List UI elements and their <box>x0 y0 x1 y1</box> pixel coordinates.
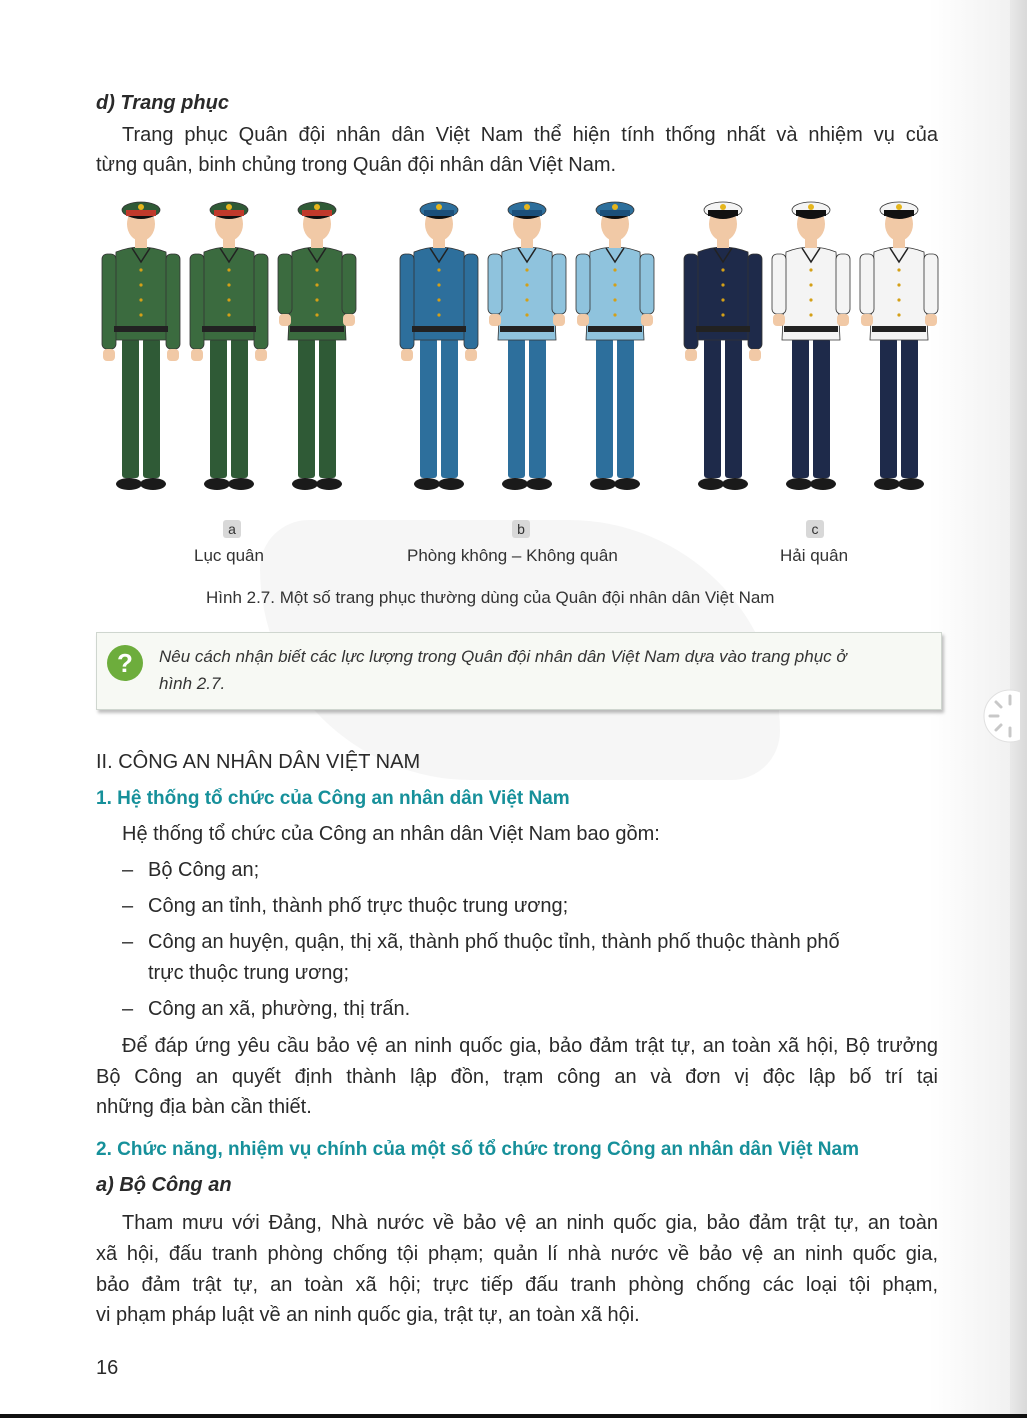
question-text <box>159 643 929 697</box>
army-soldier-figure <box>274 190 360 500</box>
para-line: Bộ Công an quyết định thành lập đồn, trạm công an và đơn vị độc lập bố trí tại <box>96 1066 938 1088</box>
figure-label-c: Hải quân <box>780 546 849 565</box>
section-d-heading: d) Trang phục <box>96 92 229 114</box>
figure-label-b: Phòng không – Không quân <box>407 546 618 565</box>
navy-sailor-figure <box>680 190 766 500</box>
bottom-bar <box>0 1414 1027 1418</box>
loading-spinner-icon <box>980 686 1020 746</box>
navy-sailor-figure <box>768 190 854 500</box>
section-d-para-line1: Trang phục Quân đội nhân dân Việt Nam thể hiện tính thống nhất và nhiệm vụ của <box>122 124 938 146</box>
question-line2: hình 2.7. <box>159 674 226 693</box>
uniform-group-navy <box>680 190 942 500</box>
figure-label-a: Lục quân <box>194 546 264 565</box>
subsection-2-heading: 2. Chức năng, nhiệm vụ chính của một số tổ chức trong Công an nhân dân Việt Nam <box>96 1139 859 1160</box>
subsection-1-intro: Hệ thống tổ chức của Công an nhân dân Việt Nam bao gồm: <box>122 823 660 845</box>
airforce-soldier-figure <box>396 190 482 500</box>
para-line: vi phạm pháp luật về an ninh quốc gia, trật tự, an toàn xã hội. <box>96 1304 640 1326</box>
subsection-2a-heading: a) Bộ Công an <box>96 1174 232 1196</box>
list-item: – Công an xã, phường, thị trấn. <box>122 998 411 1020</box>
navy-sailor-figure <box>856 190 942 500</box>
airforce-soldier-figure <box>572 190 658 500</box>
army-soldier-figure <box>98 190 184 500</box>
question-mark-icon: ? <box>107 645 143 681</box>
list-item-continuation: trực thuộc trung ương; <box>148 962 350 984</box>
para-line: Tham mưu với Đảng, Nhà nước về bảo vệ an ninh quốc gia, bảo đảm trật tự, an toàn <box>122 1212 938 1234</box>
para-line: Để đáp ứng yêu cầu bảo vệ an ninh quốc gia, bảo đảm trật tự, an toàn xã hội, Bộ trưởng <box>122 1035 938 1057</box>
figure-caption: Hình 2.7. Một số trang phục thường dùng của Quân đội nhân dân Việt Nam <box>206 588 775 607</box>
section-d-para-line2: từng quân, binh chủng trong Quân đội nhân dân Việt Nam. <box>96 154 617 176</box>
list-item: – Công an tỉnh, thành phố trực thuộc trung ương; <box>122 895 569 917</box>
figure-letter-a: a <box>223 520 241 538</box>
figure-letter-c: c <box>806 520 824 538</box>
page-number: 16 <box>96 1357 119 1379</box>
airforce-soldier-figure <box>484 190 570 500</box>
para-line: bảo đảm trật tự, an toàn xã hội; trực tiếp đấu tranh phòng chống các loại tội phạm, <box>96 1274 938 1296</box>
para-line: xã hội, đấu tranh phòng chống tội phạm; quản lí nhà nước về bảo vệ an ninh quốc gia, <box>96 1243 938 1265</box>
subsection-1-heading: 1. Hệ thống tổ chức của Công an nhân dân Việt Nam <box>96 788 570 809</box>
uniform-group-army <box>98 190 360 500</box>
list-item: – Công an huyện, quận, thị xã, thành phố thuộc tỉnh, thành phố thuộc thành phố <box>122 931 840 953</box>
question-box <box>96 632 942 710</box>
list-item: – Bộ Công an; <box>122 859 260 881</box>
uniform-group-airforce <box>396 190 658 500</box>
para-line: những địa bàn cần thiết. <box>96 1096 312 1118</box>
section-ii-heading: II. CÔNG AN NHÂN DÂN VIỆT NAM <box>96 751 421 773</box>
army-soldier-figure <box>186 190 272 500</box>
figure-letter-b: b <box>512 520 530 538</box>
question-line1: Nêu cách nhận biết các lực lượng trong Quân đội nhân dân Việt Nam dựa vào trang phục ở <box>159 647 847 666</box>
